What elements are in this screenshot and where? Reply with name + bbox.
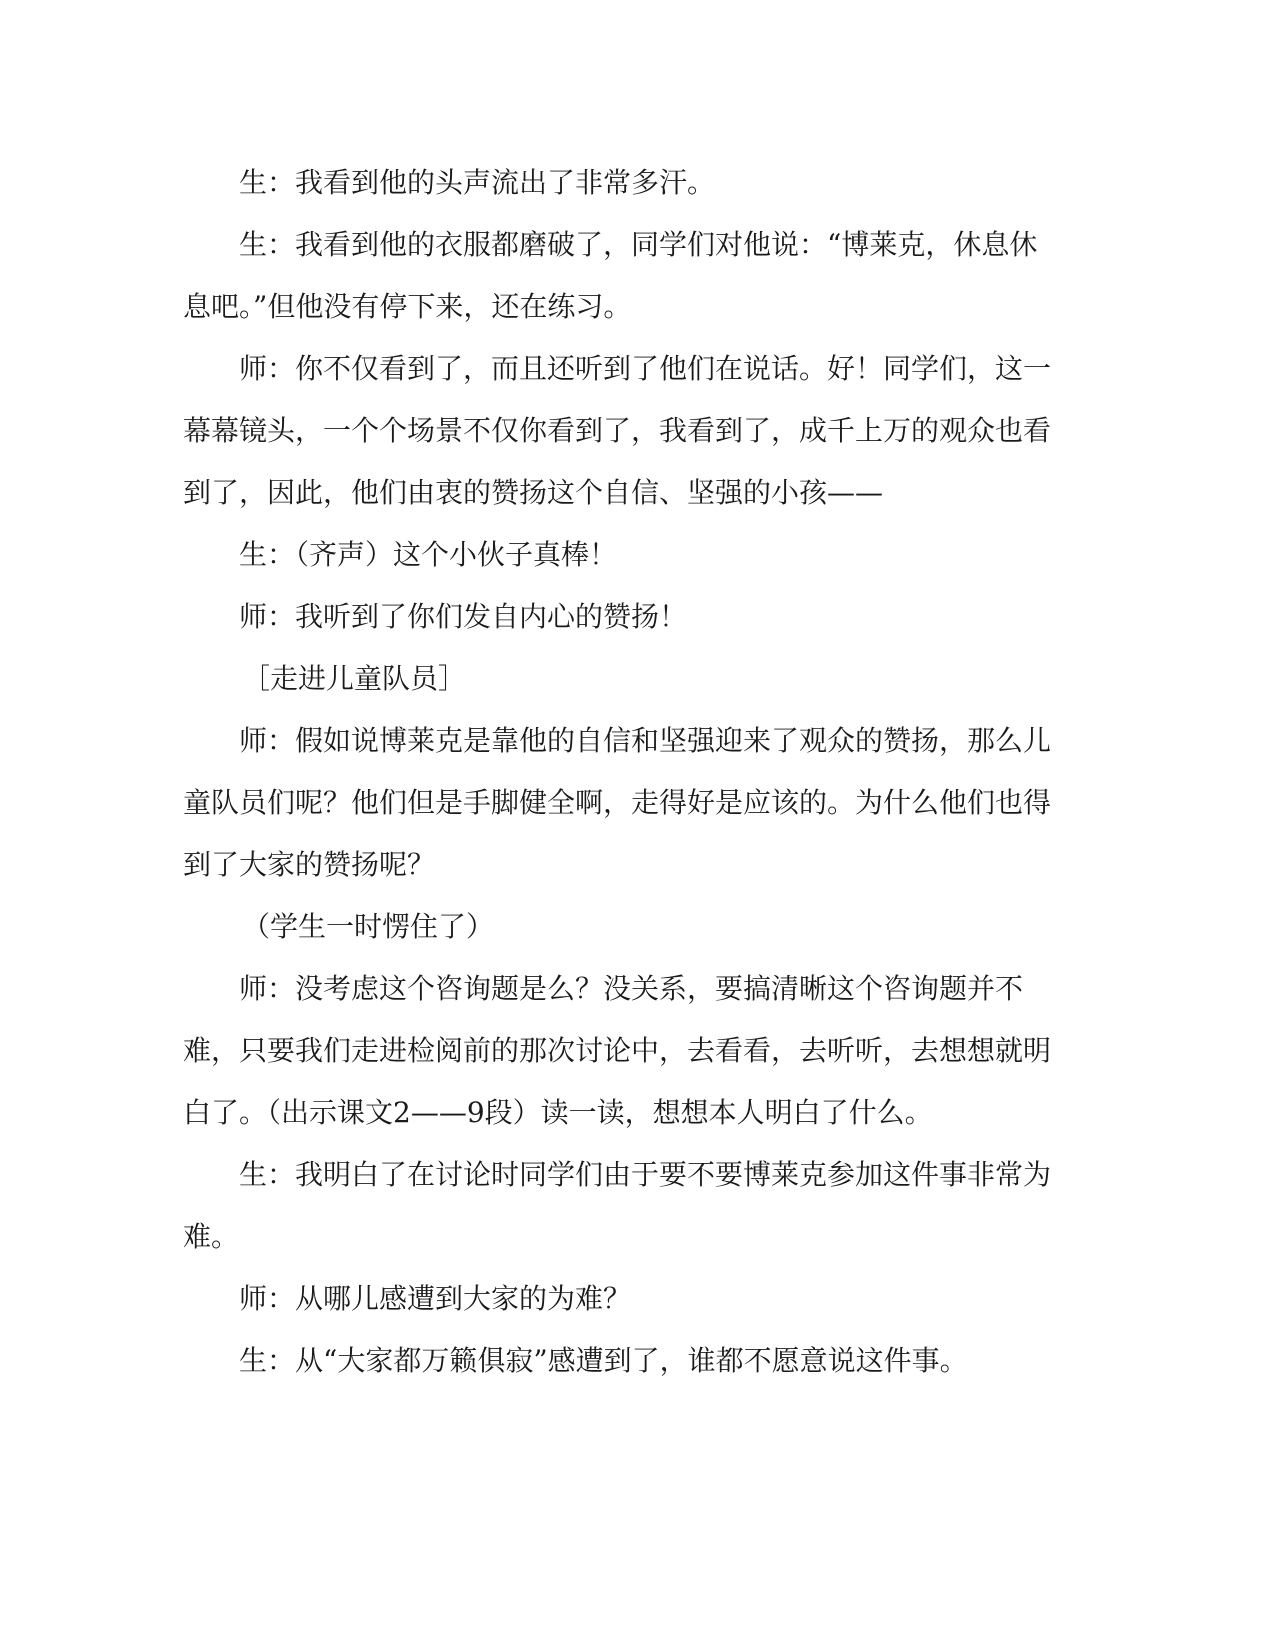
stage-note: （学生一时愣住了） <box>242 910 495 943</box>
paragraph: 生：我明白了在讨论时同学们由于要不要博莱克参加这件事非常为难。 <box>183 1158 1052 1253</box>
paragraph: 师：没考虑这个咨询题是么？没关系，要搞清晰这个咨询题并不难，只要我们走进检阅前的那次讨论中，去看看，去听听，去想想就明白了。（出示课文2——9段）读一读，想想本人明白了什么。 <box>183 972 1052 1129</box>
paragraph: 师：你不仅看到了，而且还听到了他们在说话。好！同学们，这一幕幕镜头，一个个场景不仅你看到了，我看到了，成千上万的观众也看到了，因此，他们由衷的赞扬这个自信、坚强的小孩—— <box>183 352 1052 509</box>
paragraph: 师：假如说博莱克是靠他的自信和坚强迎来了观众的赞扬，那么儿童队员们呢？他们但是手脚健全啊，走得好是应该的。为什么他们也得到了大家的赞扬呢？ <box>183 724 1052 881</box>
paragraph: 生：从“大家都万籁俱寂”感遭到了，谁都不愿意说这件事。 <box>239 1344 968 1377</box>
paragraph: 生：我看到他的头声流出了非常多汗。 <box>239 166 716 199</box>
paragraph: 生：我看到他的衣服都磨破了，同学们对他说：“博莱克，休息休息吧。”但他没有停下来，还在练习。 <box>183 228 1038 323</box>
paragraph: 师：我听到了你们发自内心的赞扬！ <box>239 600 688 633</box>
paragraph: 师：从哪儿感遭到大家的为难？ <box>239 1282 632 1315</box>
paragraph: 生：（齐声）这个小伙子真棒！ <box>239 538 618 571</box>
document-body <box>183 152 1063 1392</box>
section-heading: ［走进儿童队员］ <box>242 662 467 695</box>
